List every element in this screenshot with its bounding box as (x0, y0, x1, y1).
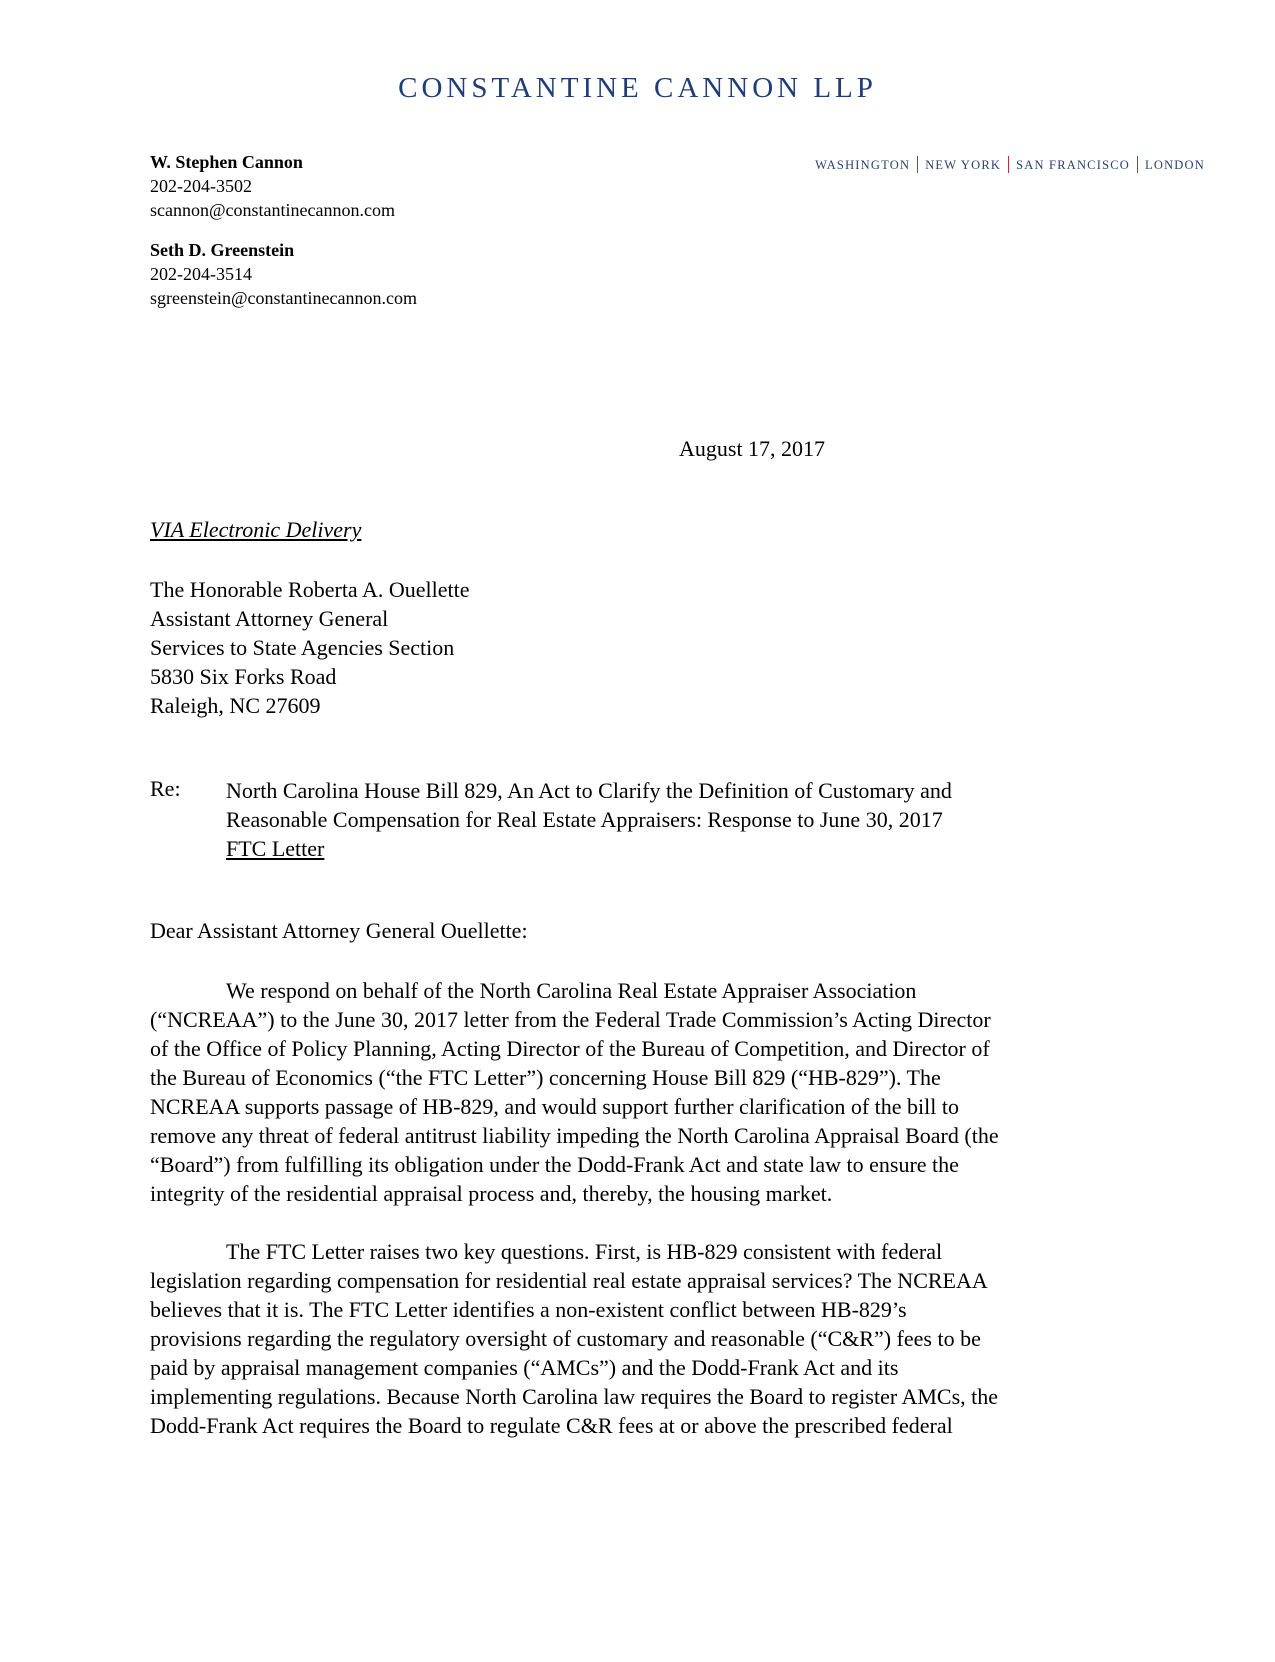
office-divider (1008, 156, 1009, 173)
paragraph-line: “Board”) from fulfilling its obligation under the Dodd-Frank Act and state law to ensure the (150, 1152, 959, 1177)
recipient-address (150, 575, 470, 720)
delivery-method: VIA Electronic Delivery (150, 517, 362, 542)
paragraph-line: (“NCREAA”) to the June 30, 2017 letter from the Federal Trade Commission’s Acting Director (150, 1007, 991, 1032)
paragraph-line: the Bureau of Economics (“the FTC Letter”) concerning House Bill 829 (“HB-829”). The (150, 1065, 941, 1090)
paragraph-line: We respond on behalf of the North Carolina Real Estate Appraiser Association (226, 978, 917, 1003)
contact-email: sgreenstein@constantinecannon.com (150, 288, 417, 308)
paragraph-line: NCREAA supports passage of HB-829, and would support further clarification of the bill to (150, 1094, 959, 1119)
office-san-francisco: SAN FRANCISCO (1016, 158, 1131, 172)
contact-block-greenstein (150, 238, 417, 310)
paragraph-line: Dodd-Frank Act requires the Board to regulate C&R fees at or above the prescribed federal (150, 1413, 953, 1438)
paragraph-line: believes that it is. The FTC Letter identifies a non-existent conflict between HB-829’s (150, 1297, 907, 1322)
office-divider (917, 156, 918, 173)
recipient-line: 5830 Six Forks Road (150, 664, 337, 689)
re-subject-line: Reasonable Compensation for Real Estate Appraisers: Response to June 30, 2017 (226, 807, 943, 832)
office-london: LONDON (1145, 158, 1205, 172)
contact-phone: 202-204-3514 (150, 264, 252, 284)
re-label: Re: (150, 776, 181, 801)
paragraph-line: of the Office of Policy Planning, Acting Director of the Bureau of Competition, and Director of (150, 1036, 990, 1061)
paragraph-line: implementing regulations. Because North Carolina law requires the Board to register AMCs, the (150, 1384, 999, 1409)
paragraph-line: remove any threat of federal antitrust liability impeding the North Carolina Appraisal Board (the (150, 1123, 999, 1148)
paragraph-line: integrity of the residential appraisal process and, thereby, the housing market. (150, 1181, 833, 1206)
recipient-line: Raleigh, NC 27609 (150, 693, 321, 718)
recipient-line: The Honorable Roberta A. Ouellette (150, 577, 470, 602)
office-divider (1137, 156, 1138, 173)
salutation: Dear Assistant Attorney General Ouellette: (150, 918, 528, 943)
firm-logo-name: CONSTANTINE CANNON LLP (398, 72, 877, 104)
recipient-line: Services to State Agencies Section (150, 635, 455, 660)
body-paragraph-2 (150, 1237, 998, 1440)
paragraph-line: legislation regarding compensation for residential real estate appraisal services? The NCREAA (150, 1268, 988, 1293)
re-subject-line: North Carolina House Bill 829, An Act to Clarify the Definition of Customary and (226, 778, 952, 803)
body-paragraph-1 (150, 976, 999, 1208)
re-subject-line: FTC Letter (226, 836, 325, 861)
paragraph-line: The FTC Letter raises two key questions. First, is HB-829 consistent with federal (226, 1239, 943, 1264)
contact-name: Seth D. Greenstein (150, 240, 295, 260)
letter-date: August 17, 2017 (679, 436, 826, 461)
contact-name: W. Stephen Cannon (150, 152, 303, 172)
paragraph-line: provisions regarding the regulatory oversight of customary and reasonable (“C&R”) fees to be (150, 1326, 981, 1351)
contact-block-cannon (150, 150, 395, 222)
re-subject (226, 776, 952, 863)
office-washington: WASHINGTON (815, 158, 911, 172)
paragraph-line: paid by appraisal management companies (“AMCs”) and the Dodd-Frank Act and its (150, 1355, 899, 1380)
recipient-line: Assistant Attorney General (150, 606, 389, 631)
office-locations (815, 156, 1205, 173)
office-new-york: NEW YORK (925, 158, 1002, 172)
contact-phone: 202-204-3502 (150, 176, 252, 196)
contact-email: scannon@constantinecannon.com (150, 200, 396, 220)
